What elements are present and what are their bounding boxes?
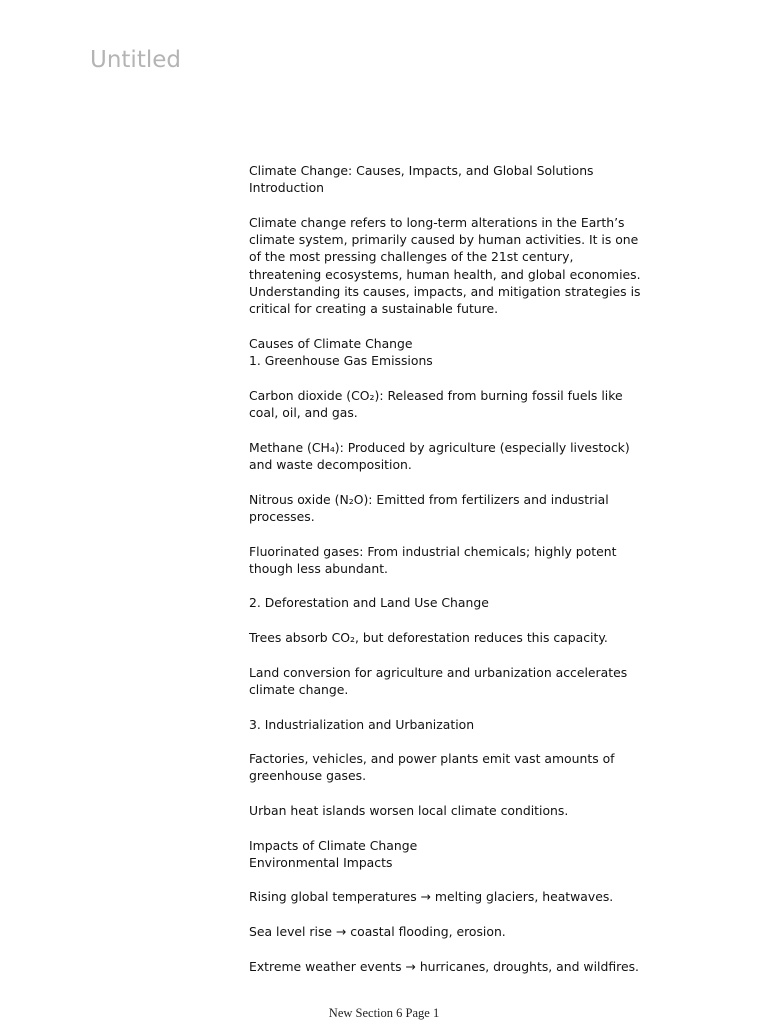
impacts-subheading-environmental: Environmental Impacts <box>249 854 393 870</box>
footer-label: New Section 6 Page 1 <box>328 1006 440 1020</box>
intro-heading: Introduction <box>249 180 325 196</box>
causes-subheading-greenhouse: 1. Greenhouse Gas Emissions <box>249 353 433 369</box>
list-item-temperatures: Rising global temperatures → melting glaciers, heatwaves. <box>249 889 614 905</box>
list-item-ch4: Methane (CH₄): Produced by agriculture (especially livestock) and waste decomposition. <box>249 439 630 473</box>
causes-heading: Causes of Climate Change <box>249 335 413 351</box>
page-title: Untitled <box>90 47 181 73</box>
impacts-heading: Impacts of Climate Change <box>249 837 418 853</box>
document-body[interactable] <box>249 162 644 992</box>
intro-paragraph: Climate change refers to long-term alterations in the Earth’s climate system, primarily caused by human activities. It is one of the most pressing challenges of the 21st century, threatening ecosystems, human health, and global economies. Understanding its causes, impacts, and mitigation strategies is critical for creating a sustainable future. <box>249 214 641 317</box>
list-item-heat-islands: Urban heat islands worsen local climate conditions. <box>249 802 569 818</box>
list-item-co2: Carbon dioxide (CO₂): Released from burning fossil fuels like coal, oil, and gas. <box>249 387 623 421</box>
causes-subheading-deforestation: 2. Deforestation and Land Use Change <box>249 595 489 611</box>
list-item-sea-level: Sea level rise → coastal flooding, erosion. <box>249 924 506 940</box>
list-item-factories: Factories, vehicles, and power plants emit vast amounts of greenhouse gases. <box>249 751 615 784</box>
list-item-trees: Trees absorb CO₂, but deforestation reduces this capacity. <box>249 630 608 646</box>
causes-subheading-industrialization: 3. Industrialization and Urbanization <box>249 716 475 732</box>
page-footer <box>0 1006 768 1021</box>
list-item-land: Land conversion for agriculture and urbanization accelerates climate change. <box>249 664 628 697</box>
list-item-extreme-weather: Extreme weather events → hurricanes, droughts, and wildfires. <box>249 958 639 974</box>
document-heading: Climate Change: Causes, Impacts, and Global Solutions <box>249 163 594 178</box>
list-item-n2o: Nitrous oxide (N₂O): Emitted from fertilizers and industrial processes. <box>249 491 609 524</box>
list-item-fluorinated: Fluorinated gases: From industrial chemicals; highly potent though less abundant. <box>249 543 617 576</box>
